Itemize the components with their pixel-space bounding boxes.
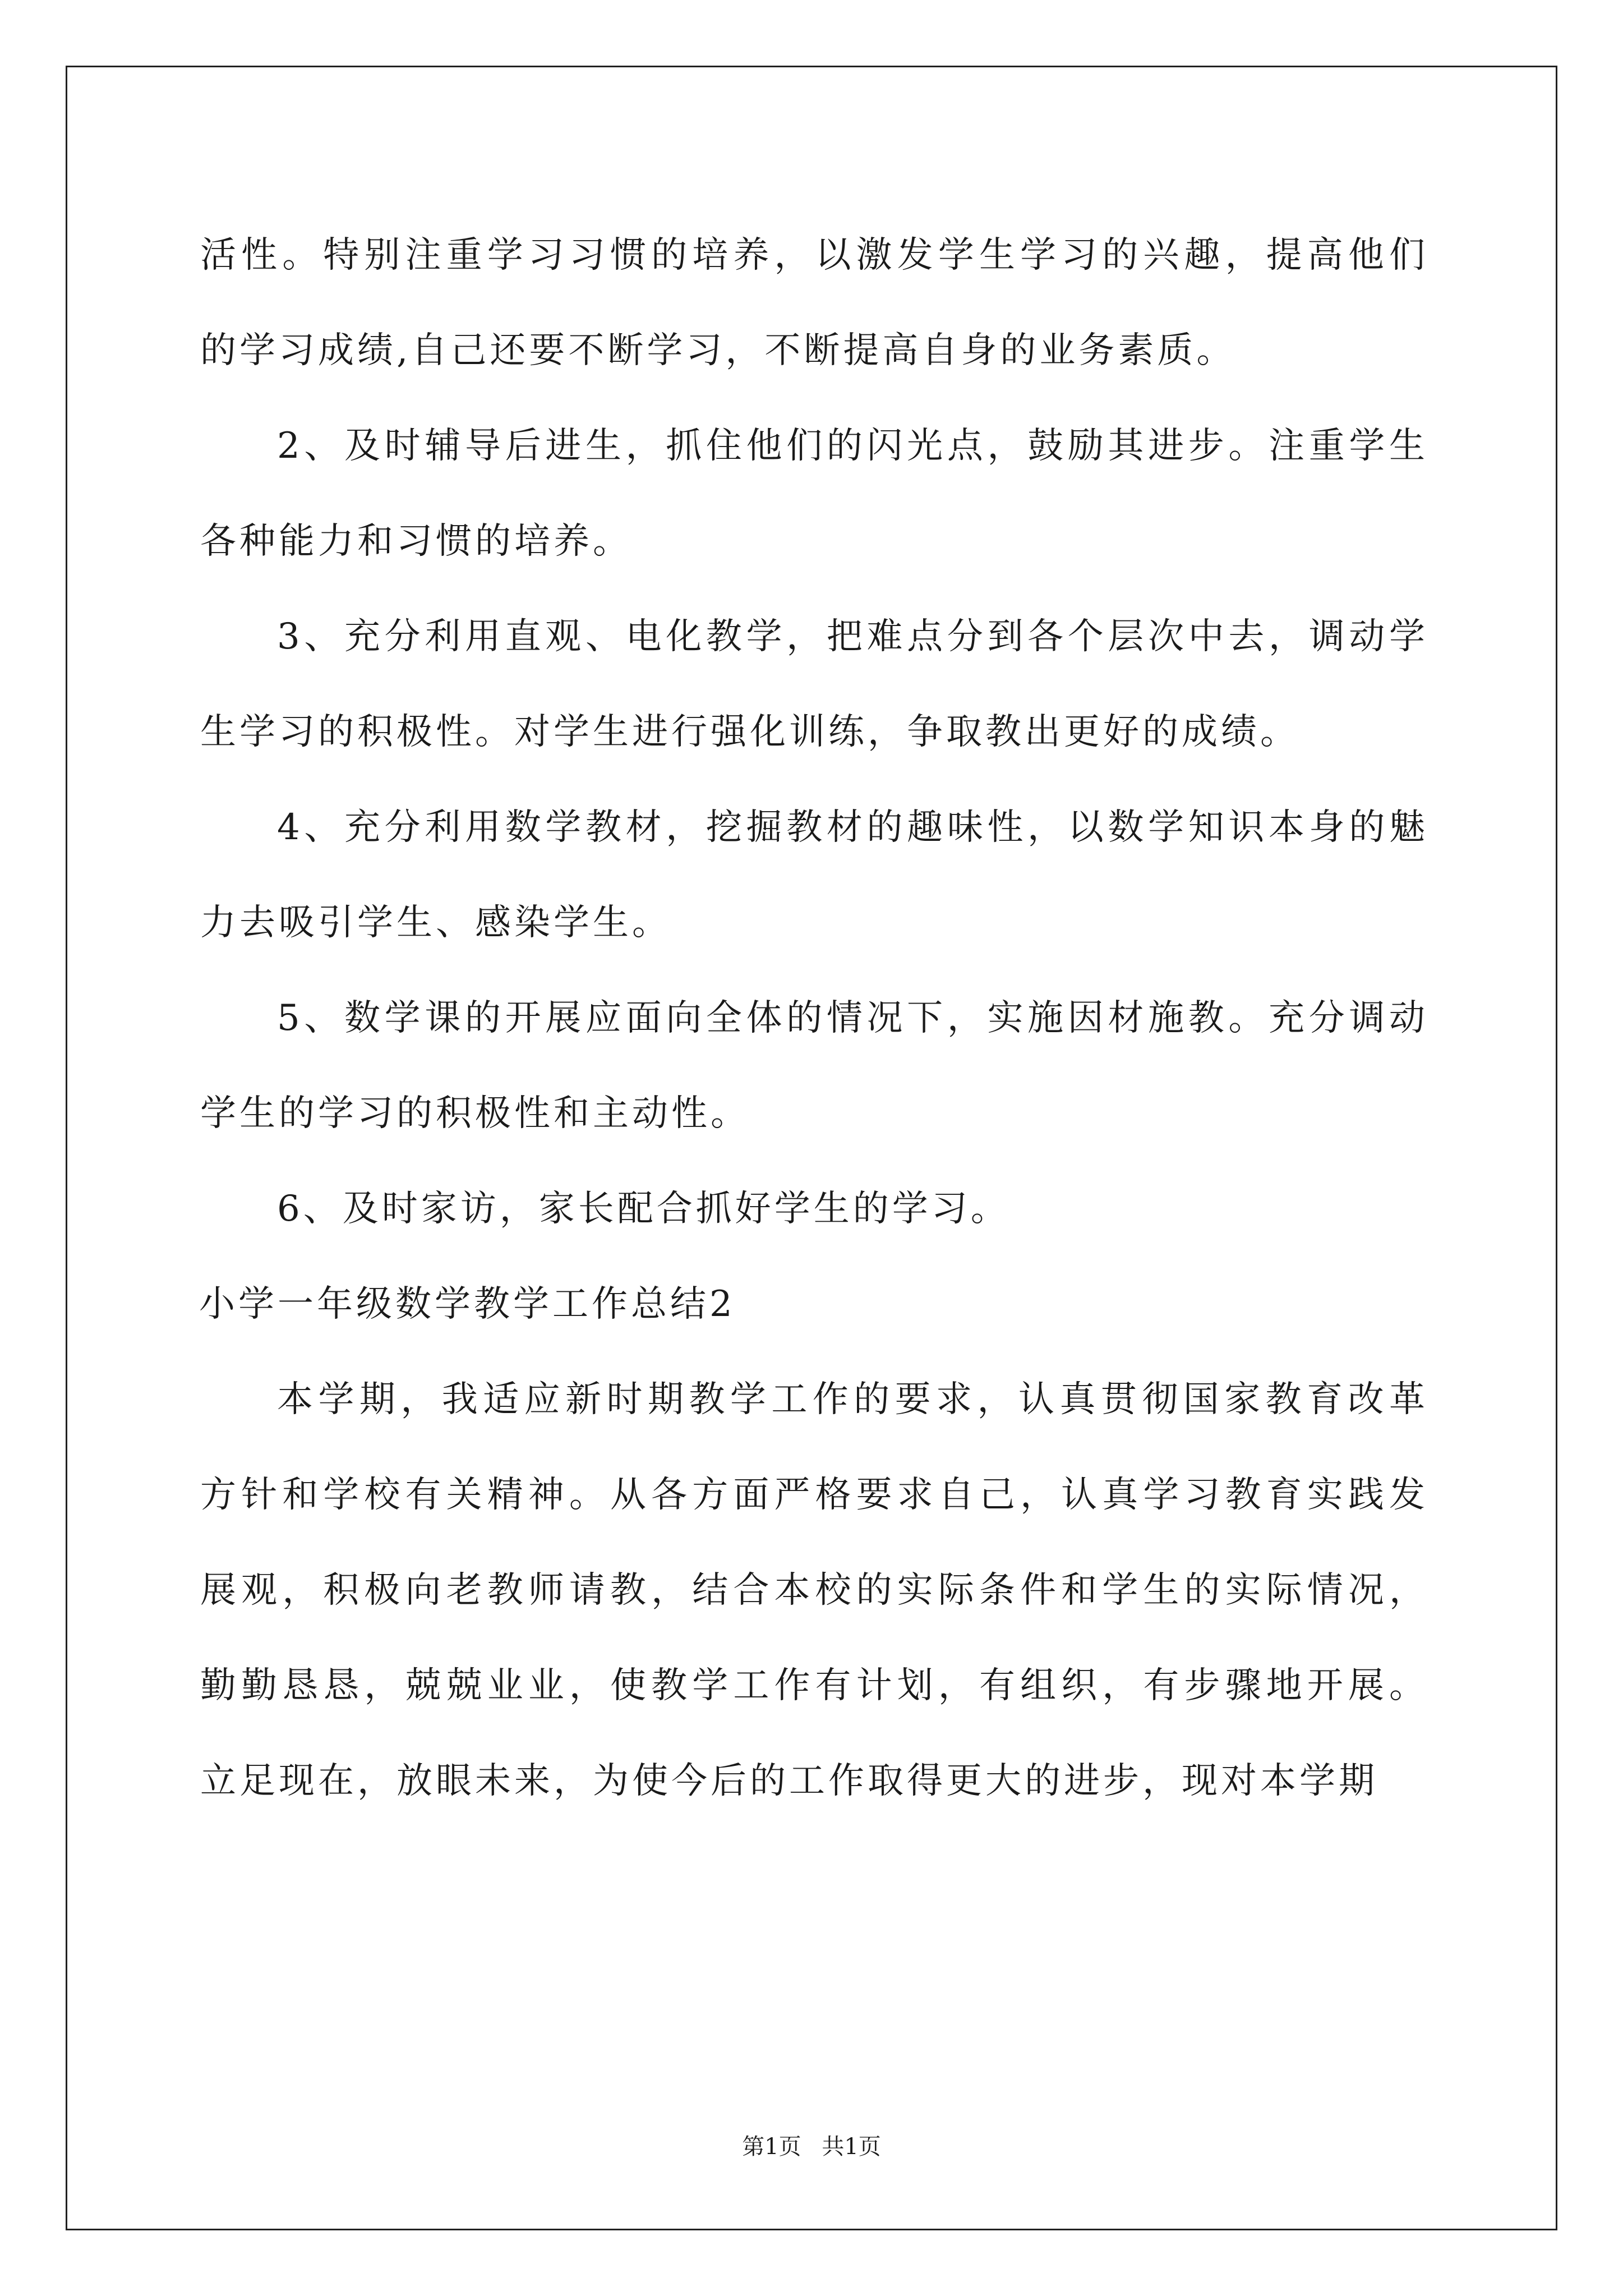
text-line: 3、充分利用直观、电化教学，把难点分到各个层次中去，调动学 (277, 616, 1428, 657)
page-footer (0, 2129, 1623, 2161)
text-line: 4、充分利用数学教材，挖掘教材的趣味性，以数学知识本身的魅 (277, 807, 1428, 848)
text-line: 勤勤恳恳，兢兢业业，使教学工作有计划，有组织，有步骤地开展。 (200, 1665, 1428, 1706)
text-line: 力去吸引学生、感染学生。 (200, 902, 671, 944)
text-line: 立足现在，放眼未来，为使今后的工作取得更大的进步，现对本学期 (200, 1760, 1378, 1802)
text-line: 生学习的积极性。对学生进行强化训练，争取教出更好的成绩。 (200, 711, 1299, 753)
paragraph (200, 398, 1428, 589)
paragraph (200, 589, 1428, 780)
text-line: 5、数学课的开展应面向全体的情况下，实施因材施教。充分调动 (277, 997, 1428, 1039)
text-line: 6、及时家访，家长配合抓好学生的学习。 (277, 1188, 1010, 1230)
text-line: 方针和学校有关精神。从各方面严格要求自己，认真学习教育实践发 (200, 1474, 1428, 1516)
text-line: 学生的学习的积极性和主动性。 (200, 1093, 750, 1134)
text-line: 的学习成绩,自己还要不断学习，不断提高自身的业务素质。 (200, 330, 1236, 371)
section-heading: 小学一年级数学教学工作总结2 (199, 1283, 736, 1325)
paragraph (200, 780, 1428, 970)
page-number: 第1页 (742, 2134, 801, 2160)
text-line: 展观，积极向老教师请教，结合本校的实际条件和学生的实际情况， (200, 1570, 1428, 1611)
text-line: 2、及时辅导后进生，抓住他们的闪光点，鼓励其进步。注重学生 (277, 425, 1428, 467)
text-line: 各种能力和习惯的培养。 (200, 521, 632, 562)
paragraph (200, 1352, 1428, 1829)
paragraph (200, 970, 1428, 1161)
document-body (200, 208, 1428, 1829)
paragraph (200, 208, 1428, 398)
paragraph (200, 1161, 1428, 1257)
page-total: 共1页 (822, 2134, 881, 2160)
text-line: 本学期，我适应新时期教学工作的要求，认真贯彻国家教育改革 (277, 1379, 1428, 1420)
text-line: 活性。特别注重学习习惯的培养，以激发学生学习的兴趣，提高他们 (200, 234, 1428, 276)
